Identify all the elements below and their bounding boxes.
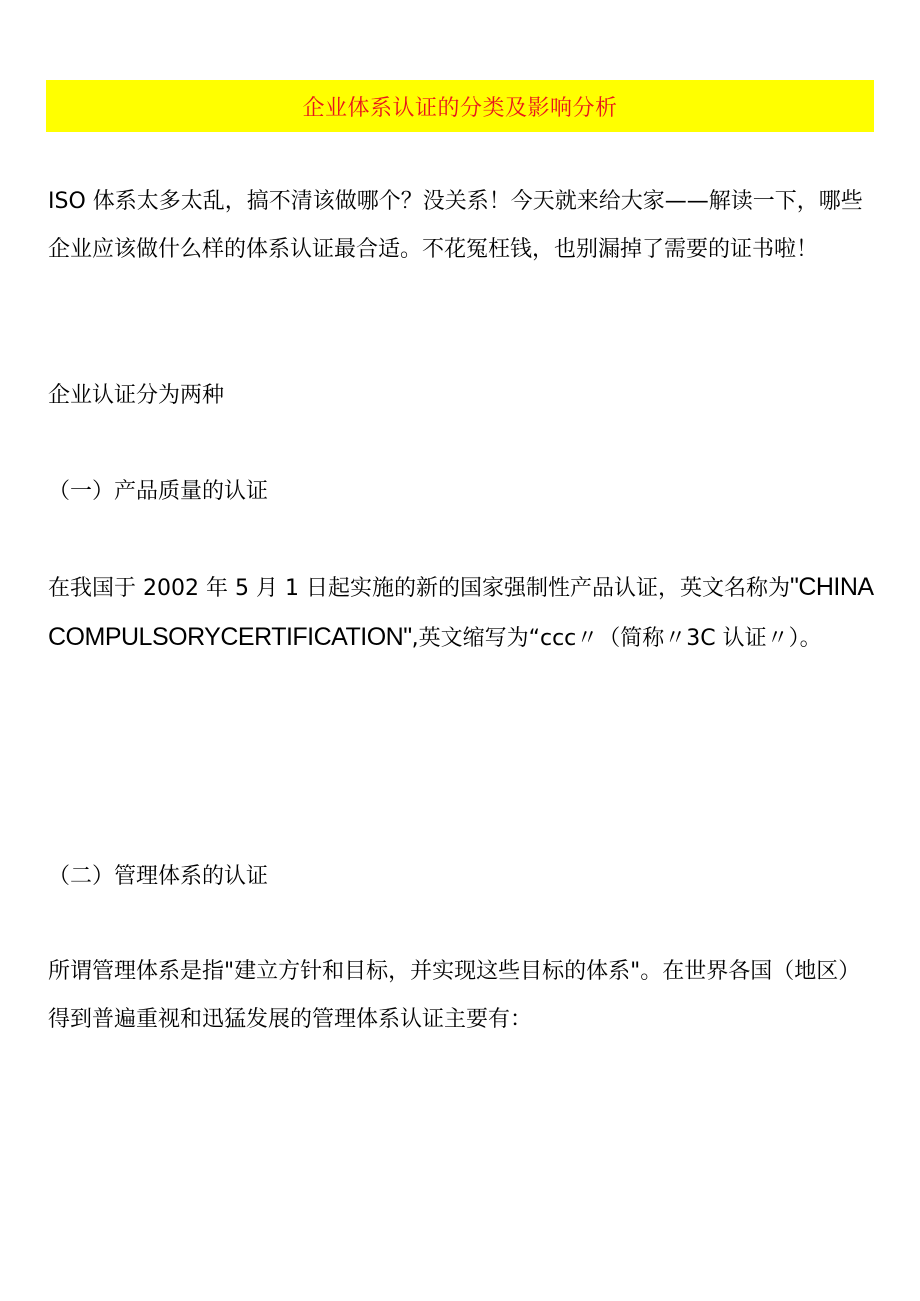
intro-paragraph: ISO 体系太多太乱，搞不清该做哪个？没关系！今天就来给大家——解读一下，哪些企业应该做什么样的体系认证最合适。不花冤枉钱，也别漏掉了需要的证书啦！ (48, 189, 863, 262)
section1-heading: （一）产品质量的认证 (48, 479, 269, 504)
section1-body-part2: ,英文缩写为“ccc〃（简称〃3C 认证〃）。 (411, 626, 822, 651)
section-intro: 企业认证分为两种 (48, 383, 225, 408)
document-title: 企业体系认证的分类及影响分析 (302, 95, 618, 121)
section2-heading: （二）管理体系的认证 (48, 864, 269, 889)
section2-body: 所谓管理体系是指"建立方针和目标，并实现这些目标的体系"。在世界各国（地区）得到普遍重视和迅猛发展的管理体系认证主要有： (48, 959, 861, 1032)
section1-body (48, 563, 876, 663)
section1-body-english: "CHINACOMPULSORYCERTIFICATION" (48, 573, 874, 651)
section1-body-part1: 在我国于 2002 年 5 月 1 日起实施的新的国家强制性产品认证，英文名称为 (48, 576, 790, 601)
title-banner (46, 80, 874, 132)
